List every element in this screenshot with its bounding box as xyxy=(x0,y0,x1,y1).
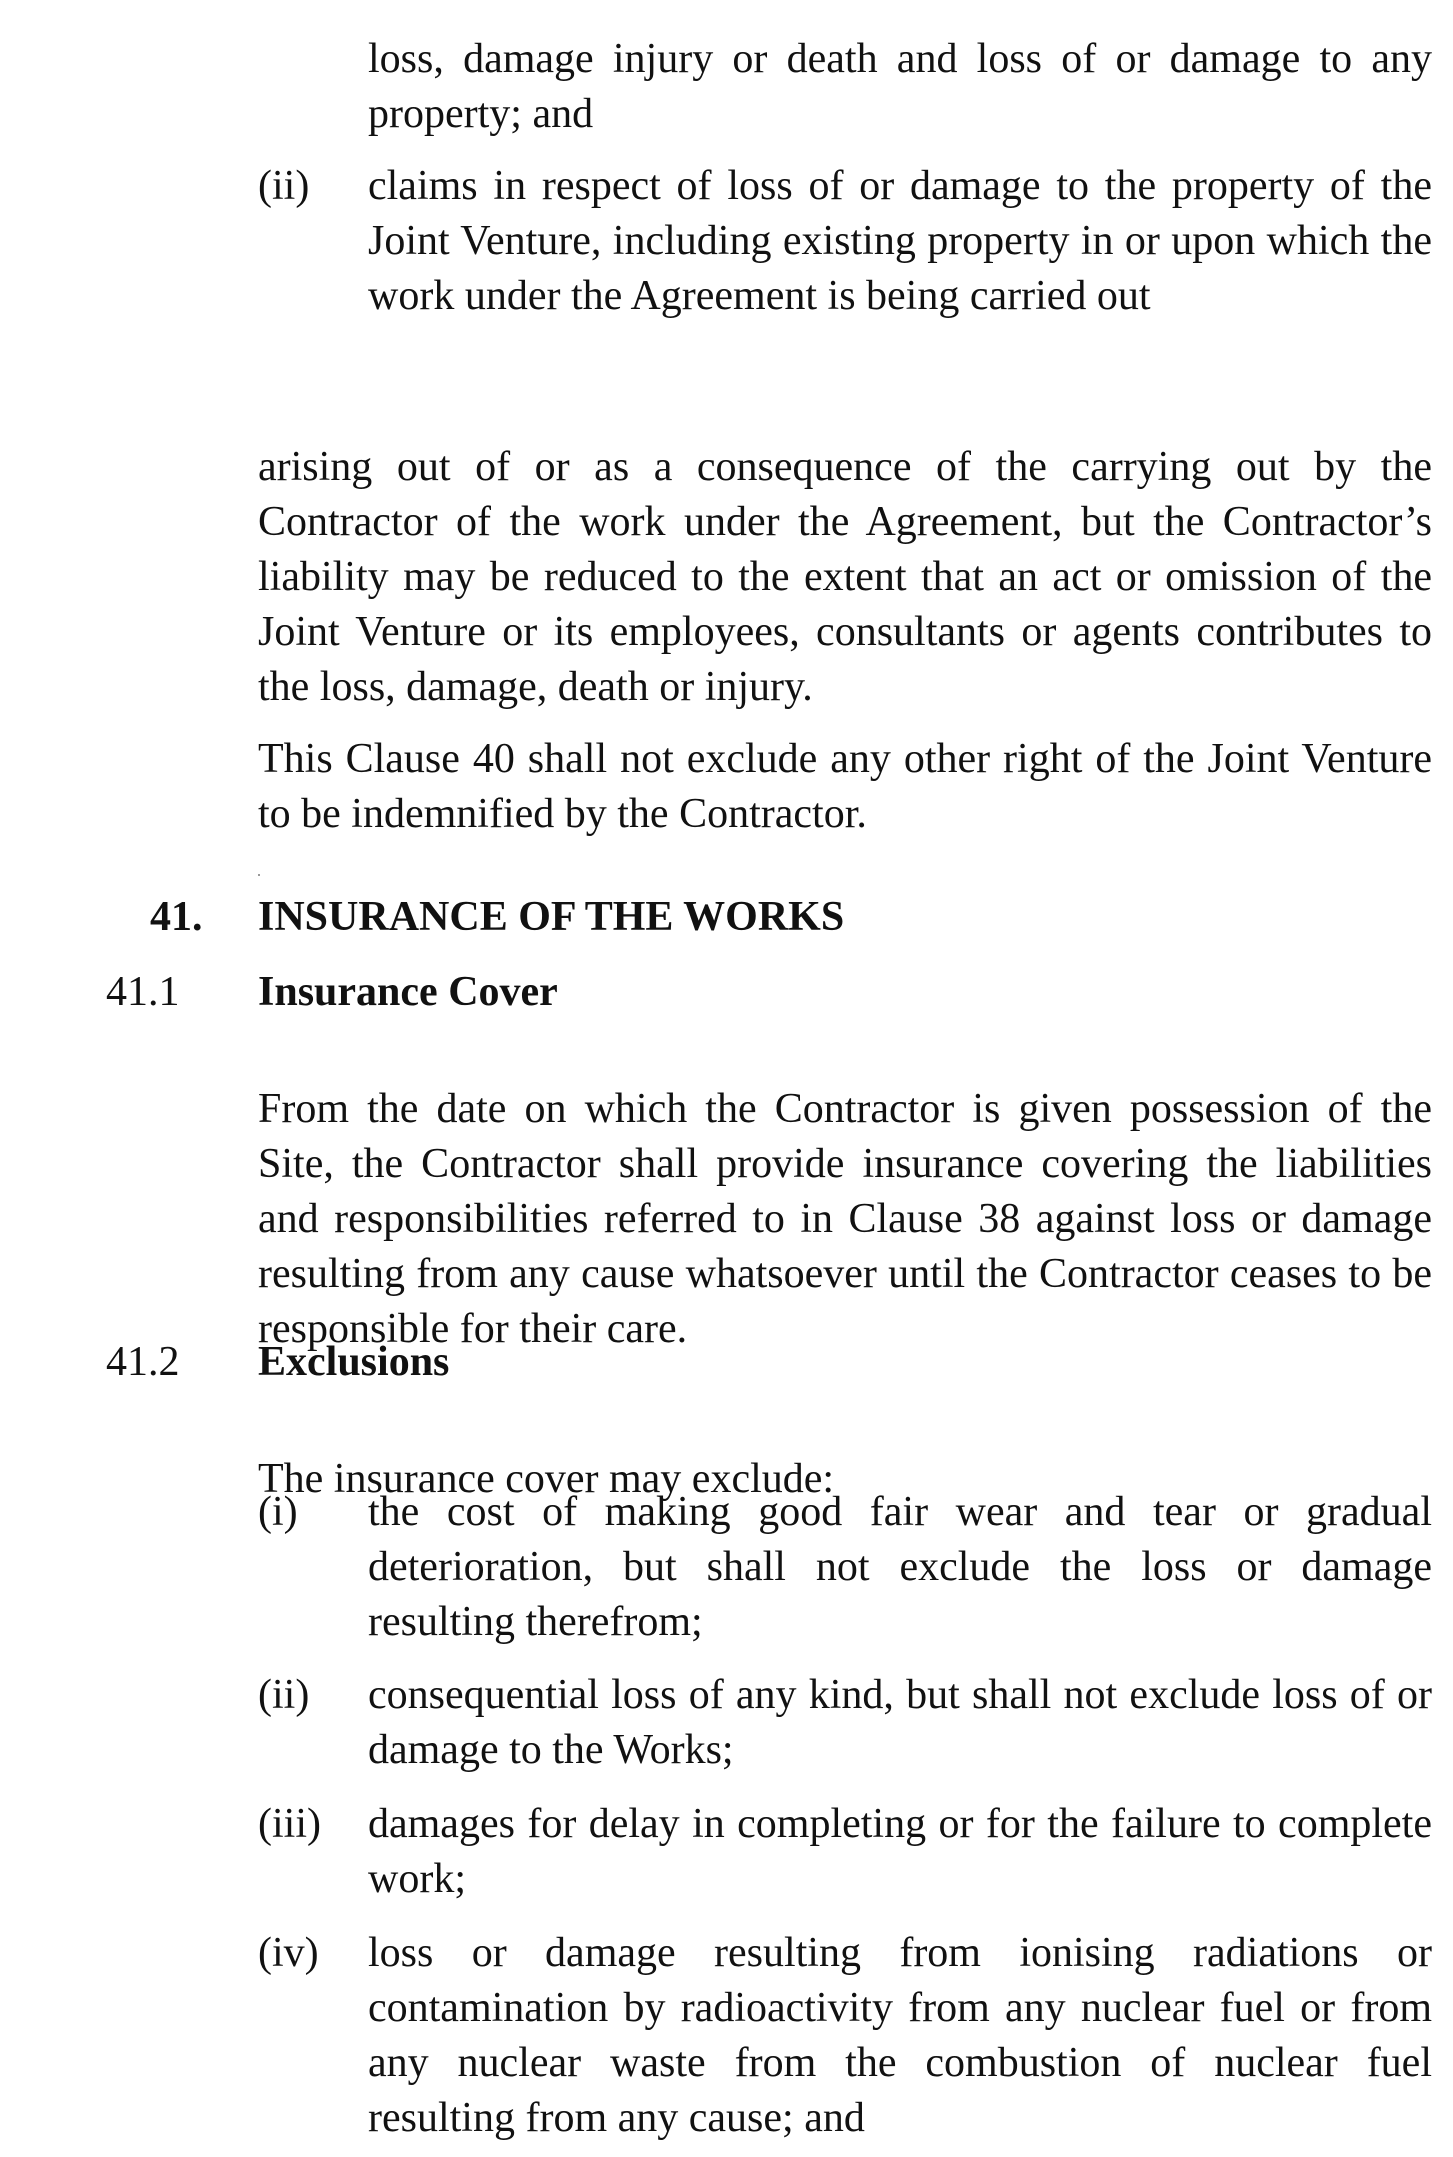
list-item-marker: (ii) xyxy=(258,1672,310,1718)
subsection-title-exclusions: Exclusions xyxy=(258,1339,450,1385)
list-item-text: consequential loss of any kind, but shall not exclude loss of or damage to the Works; xyxy=(368,1672,1432,1773)
section-number: 41. xyxy=(150,894,203,940)
paragraph-arising: arising out of or as a consequence of the carrying out by the Contractor of the work under the Agreement, but the Contractor’s liability may be reduced to the extent that an act or omission of the Joint Venture or its employees, consultants or agents contributes to the loss, damage, death or injury. xyxy=(258,444,1432,710)
scan-mark xyxy=(258,874,260,876)
list-item-text: the cost of making good fair wear and tear or gradual deterioration, but shall not exclude the loss or damage resulting therefrom; xyxy=(368,1489,1432,1645)
list-item-marker: (iv) xyxy=(258,1930,319,1976)
paragraph-clause-40-note: This Clause 40 shall not exclude any other right of the Joint Venture to be indemnified by the Contractor. xyxy=(258,736,1432,837)
list-item-marker: (i) xyxy=(258,1489,298,1535)
paragraph-exclusions-intro: The insurance cover may exclude: xyxy=(258,1456,835,1502)
list-item-marker: (iii) xyxy=(258,1801,321,1847)
list-item-text: claims in respect of loss of or damage to the property of the Joint Venture, including existing property in or upon which the work under the Agreement is being carried out xyxy=(368,163,1432,319)
list-item-marker: (ii) xyxy=(258,163,310,209)
subsection-number-41-2: 41.2 xyxy=(106,1339,180,1385)
list-item-text: loss or damage resulting from ionising radiations or contamination by radioactivity from any nuclear fuel or from any nuclear waste from the combustion of nuclear fuel resulting from any cause; and xyxy=(368,1930,1432,2141)
subsection-number-41-1: 41.1 xyxy=(106,969,180,1015)
list-item-text: damages for delay in completing or for the failure to complete work; xyxy=(368,1801,1432,1902)
section-title: INSURANCE OF THE WORKS xyxy=(258,894,845,940)
subsection-title-insurance-cover: Insurance Cover xyxy=(258,969,558,1015)
list-item-text: loss, damage injury or death and loss of or damage to any property; and xyxy=(368,36,1432,137)
paragraph-insurance-cover: From the date on which the Contractor is given possession of the Site, the Contractor shall provide insurance covering the liabilities and responsibilities referred to in Clause 38 against loss or damage resulting from any cause whatsoever until the Contractor ceases to be responsible for their care. xyxy=(258,1086,1432,1352)
